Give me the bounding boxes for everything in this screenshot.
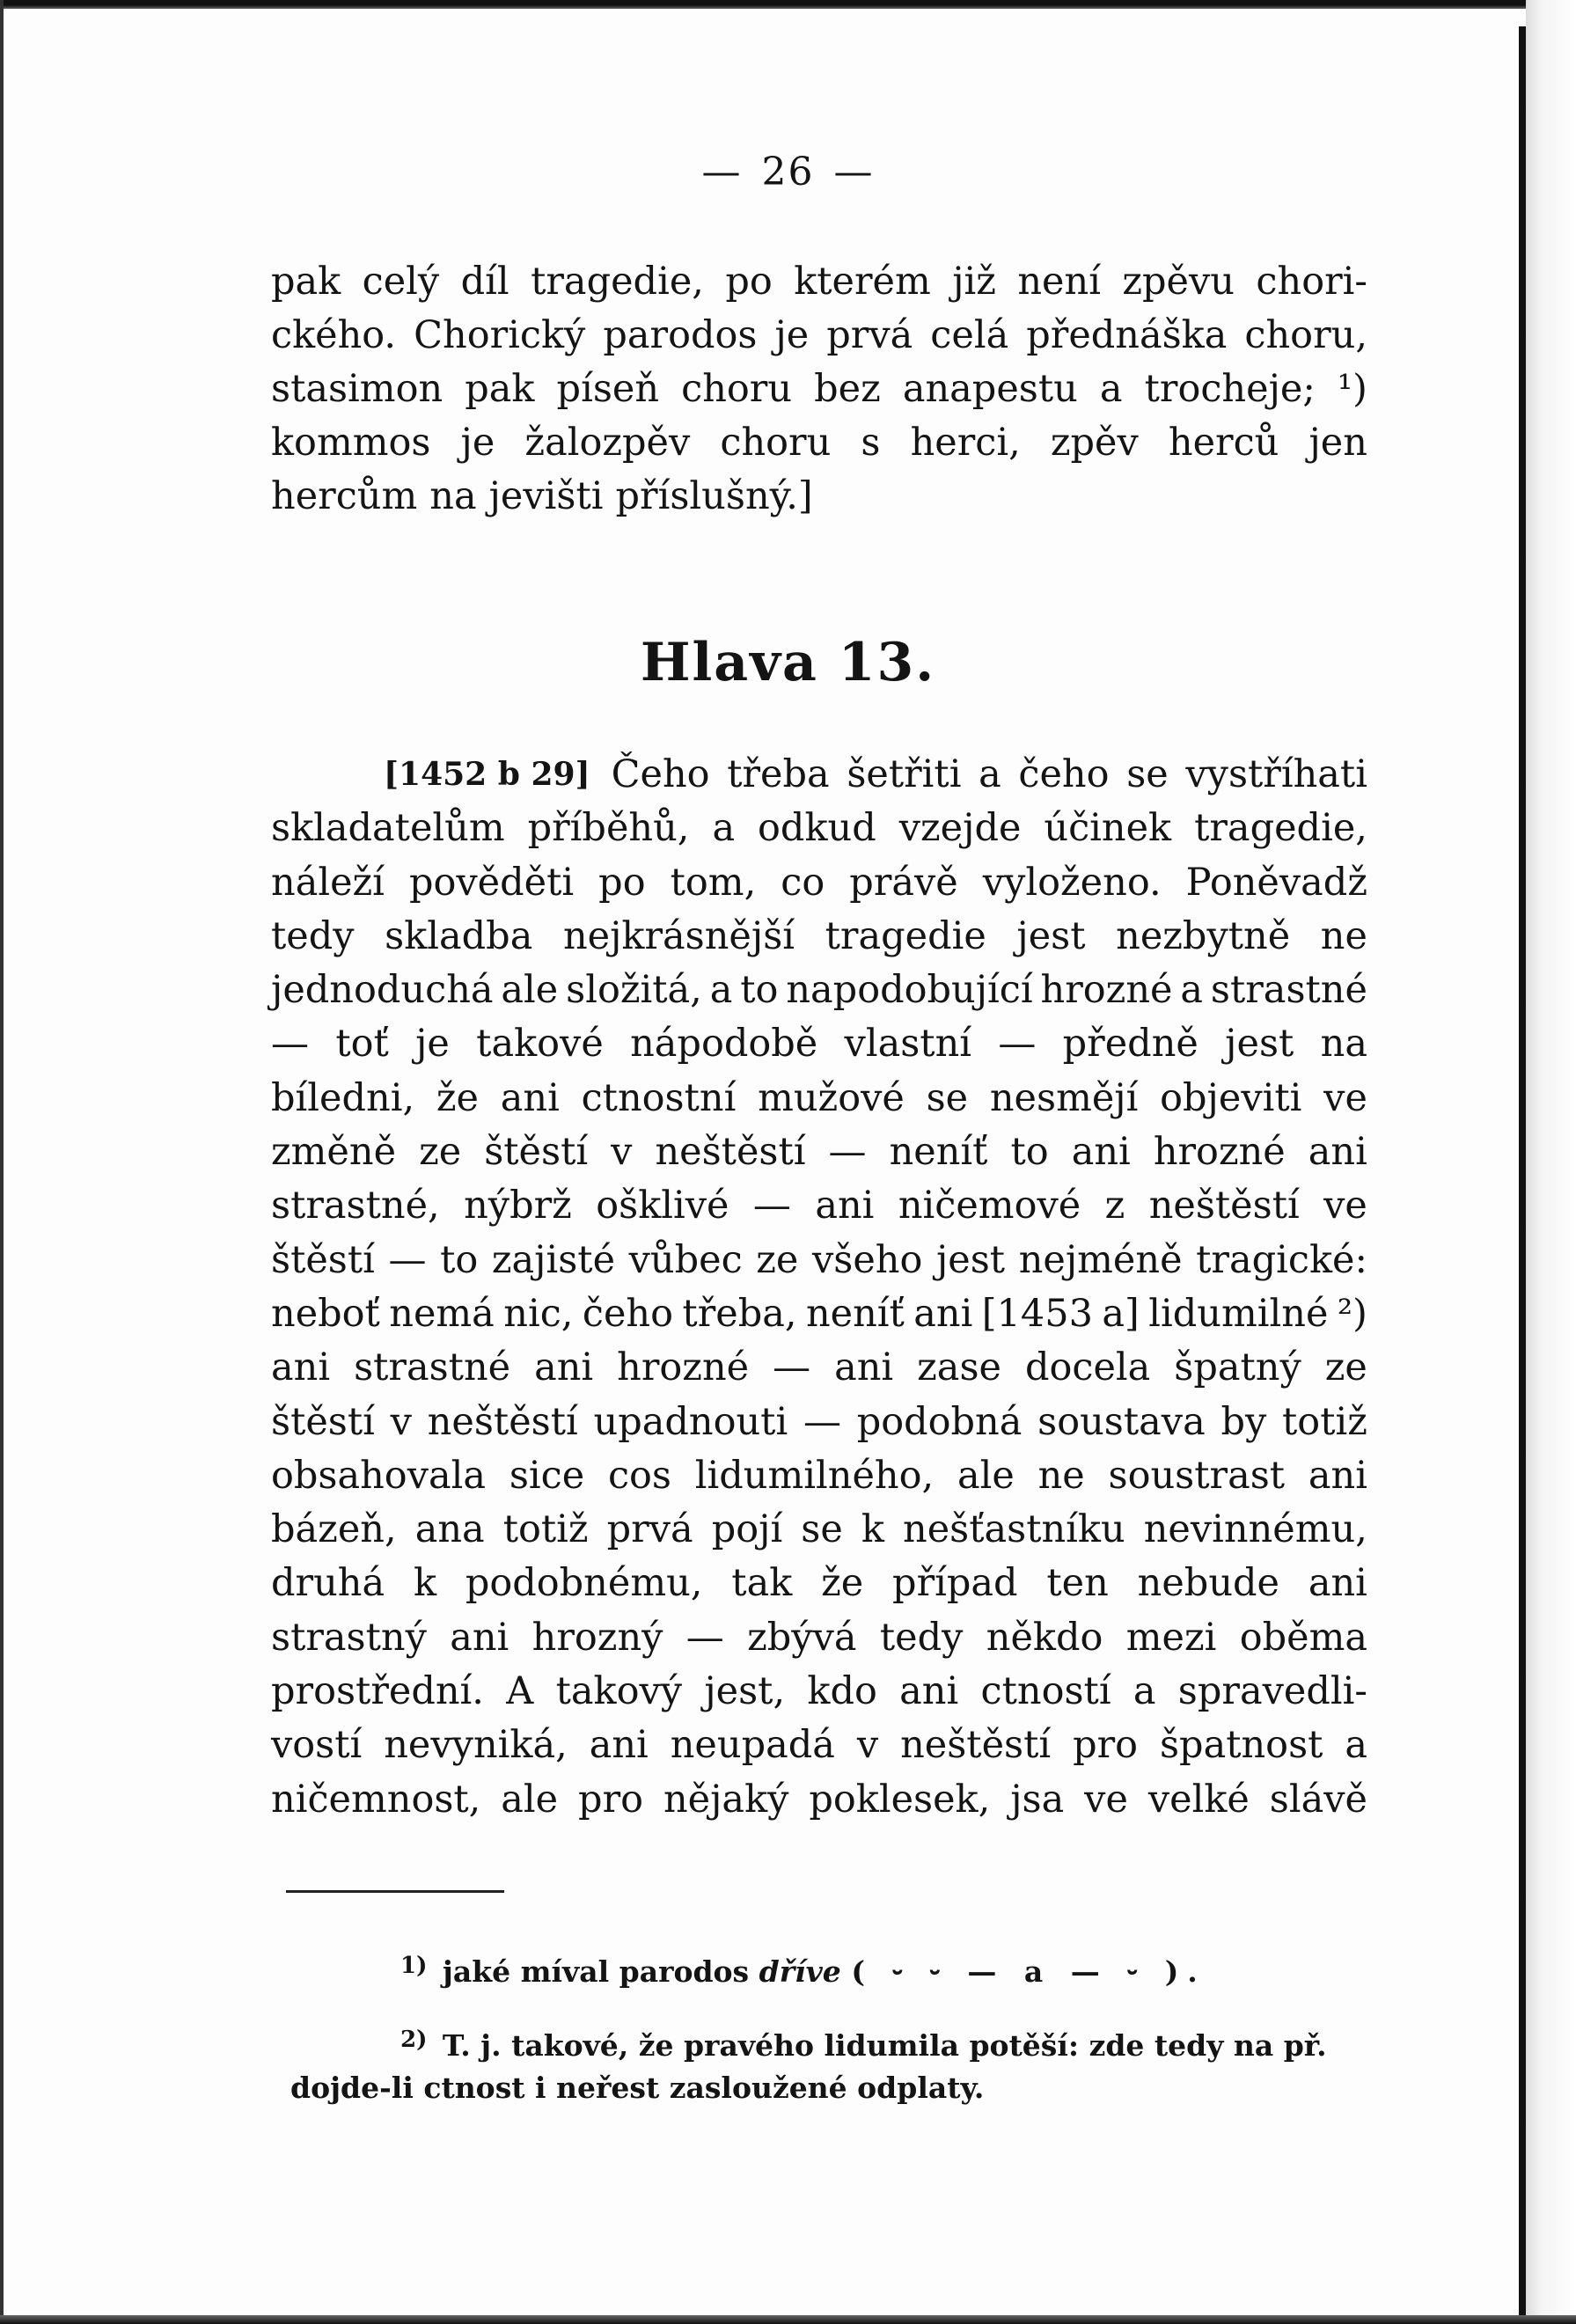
word: kdo xyxy=(807,1669,877,1714)
word: v xyxy=(390,1399,412,1444)
word: by xyxy=(1220,1399,1267,1444)
word: k xyxy=(861,1507,884,1552)
word: ani xyxy=(815,1184,875,1228)
word: třeba, xyxy=(682,1291,797,1336)
word: kterém xyxy=(794,260,931,304)
word: vystříhati xyxy=(1185,752,1367,796)
word: a xyxy=(712,806,736,851)
word: — xyxy=(752,1184,791,1228)
scan-edge-left xyxy=(0,0,4,2324)
word: ve xyxy=(1323,1075,1367,1120)
word: nápodobě xyxy=(630,1022,818,1067)
word: že xyxy=(821,1561,864,1606)
word: hrozné xyxy=(617,1345,750,1390)
text-line xyxy=(271,470,1367,524)
text-line xyxy=(271,856,1367,910)
word: ani xyxy=(913,1291,973,1336)
word: ale xyxy=(957,1453,1015,1498)
word: jest xyxy=(1016,913,1086,958)
word: ničemnost, xyxy=(271,1777,481,1822)
footnote-separator xyxy=(286,1890,504,1893)
word: Poněvadž xyxy=(1185,860,1367,905)
word: ten xyxy=(1046,1561,1109,1606)
word: — xyxy=(803,1399,841,1444)
footnote-text: T. j. takové, že pravého lidumila potěší: zde tedy na př. xyxy=(442,2028,1327,2063)
word: odkud xyxy=(758,806,876,851)
word: po xyxy=(725,260,773,304)
word: pro xyxy=(1073,1723,1139,1768)
word: špatný xyxy=(1174,1345,1301,1390)
word: hrozné xyxy=(1153,1130,1286,1175)
word: herců xyxy=(1168,421,1279,465)
word: docela xyxy=(1024,1345,1151,1390)
word: třeba xyxy=(727,752,830,796)
word: špatnost xyxy=(1159,1723,1323,1768)
page-number-header: — 26 — xyxy=(701,150,875,194)
text-line xyxy=(271,1557,1367,1610)
word: neníť xyxy=(805,1291,905,1336)
word: a xyxy=(1180,968,1204,1013)
word: strastné xyxy=(354,1345,511,1390)
word: takové xyxy=(476,1022,604,1067)
word: ani xyxy=(1308,1130,1367,1175)
word: spravedli- xyxy=(1177,1669,1367,1714)
text-line xyxy=(271,802,1367,855)
word: obsahovala xyxy=(271,1453,487,1498)
text-line xyxy=(271,1072,1367,1125)
text-line xyxy=(271,910,1367,964)
word: nezbytně xyxy=(1116,913,1291,958)
metre-notation: ( ⏑ ⏑ — a — ⏑ ). xyxy=(851,1954,1206,1989)
word: a xyxy=(979,752,1001,796)
word: ani xyxy=(834,1345,894,1390)
footnote-text: jaké míval parodos xyxy=(442,1954,750,1989)
word: v xyxy=(856,1723,879,1768)
word: totiž xyxy=(502,1507,589,1552)
footnote-2 xyxy=(400,2015,1327,2071)
word: štěstí xyxy=(271,1237,375,1282)
word: toť xyxy=(335,1022,389,1067)
word: nesmějí xyxy=(989,1075,1139,1120)
word: kommos xyxy=(271,421,431,465)
word: velké xyxy=(1147,1777,1250,1822)
text-line xyxy=(271,363,1367,416)
word: strastné xyxy=(1210,968,1367,1013)
word: předně xyxy=(1062,1022,1198,1067)
word: [1453 xyxy=(981,1291,1093,1336)
word: změně xyxy=(271,1130,397,1175)
word: píseň xyxy=(556,367,660,411)
text-line xyxy=(271,1396,1367,1449)
word: z xyxy=(1104,1184,1125,1228)
word: neboť xyxy=(271,1291,380,1336)
word: jednoduchá xyxy=(271,968,494,1013)
word: po xyxy=(598,860,646,905)
word: je xyxy=(774,313,810,357)
word: tragické: xyxy=(1196,1237,1367,1282)
text-line xyxy=(271,1773,1367,1827)
word: příběhů, xyxy=(527,806,690,851)
word: vůbec xyxy=(628,1237,743,1282)
word: čeho xyxy=(582,1291,673,1336)
word: nic, xyxy=(503,1291,574,1336)
footnote-italic: dříve xyxy=(759,1954,841,1989)
word: pak xyxy=(465,367,535,411)
footnote-marker: 2) xyxy=(400,2027,428,2053)
word: účinek xyxy=(1044,806,1172,851)
word: — xyxy=(998,1022,1037,1067)
word: ošklivé xyxy=(596,1184,729,1228)
word: ale xyxy=(501,1777,559,1822)
word: chori- xyxy=(1256,260,1367,304)
word: přednáška xyxy=(1026,313,1228,357)
word: neštěstí xyxy=(1148,1184,1300,1228)
word: ani xyxy=(589,1723,649,1768)
scan-edge-right-line xyxy=(1519,26,1526,2324)
word: hrozné xyxy=(1040,968,1173,1013)
footnote-1 xyxy=(400,1941,1206,1997)
word: na xyxy=(429,474,477,518)
word: tedy xyxy=(879,1615,964,1660)
word: strastné, xyxy=(271,1184,440,1228)
word: choru, xyxy=(1244,313,1367,357)
word: Čeho xyxy=(611,752,710,796)
word: nejkrásnější xyxy=(562,913,795,958)
word: tragedie, xyxy=(531,260,704,304)
word: a xyxy=(709,968,733,1013)
word: ¹) xyxy=(1337,367,1367,411)
text-line xyxy=(271,1179,1367,1233)
word: vlastní xyxy=(844,1022,972,1067)
word: celá xyxy=(930,313,1009,357)
word: nebude xyxy=(1137,1561,1279,1606)
word: to xyxy=(440,1237,479,1282)
text-line xyxy=(271,1449,1367,1503)
word: příslušný.] xyxy=(615,474,813,518)
word: se xyxy=(801,1507,843,1552)
word: s xyxy=(861,421,881,465)
word: ale xyxy=(501,968,559,1013)
paragraph-continued xyxy=(271,255,1367,524)
word: zpěvu xyxy=(1122,260,1235,304)
text-line xyxy=(271,309,1367,363)
word: nějaký xyxy=(663,1777,789,1822)
word: vyloženo. xyxy=(982,860,1162,905)
word: zbývá xyxy=(747,1615,857,1660)
word: podobná xyxy=(856,1399,1023,1444)
word: zajisté xyxy=(491,1237,616,1282)
word: stasimon xyxy=(271,367,443,411)
word: tragedie xyxy=(825,913,986,958)
word: ckého. xyxy=(271,313,397,357)
word: ctností xyxy=(980,1669,1111,1714)
word: hrozný xyxy=(531,1615,663,1660)
word: slávě xyxy=(1269,1777,1367,1822)
footnote-marker: 1) xyxy=(400,1953,428,1979)
text-line xyxy=(271,416,1367,470)
word: soustava xyxy=(1037,1399,1206,1444)
word: mezi xyxy=(1125,1615,1217,1660)
word: již xyxy=(952,260,996,304)
scan-edge-right xyxy=(1526,0,1576,2324)
word: ani xyxy=(271,1345,331,1390)
text-line xyxy=(271,1341,1367,1395)
word: ctnostní xyxy=(581,1075,737,1120)
word: čeho xyxy=(1018,752,1110,796)
word: prvá xyxy=(606,1507,693,1552)
word: trocheje; xyxy=(1144,367,1316,411)
text-line xyxy=(271,1611,1367,1665)
word: objeviti xyxy=(1160,1075,1302,1120)
text-line xyxy=(271,1719,1367,1772)
word: choru xyxy=(681,367,793,411)
word: žalozpěv xyxy=(524,421,691,465)
word: všeho xyxy=(811,1237,923,1282)
word: jest xyxy=(1225,1022,1294,1067)
word: zpěv xyxy=(1050,421,1139,465)
word: někdo xyxy=(986,1615,1103,1660)
text-line xyxy=(271,964,1367,1017)
bekker-reference: [1452 b 29] xyxy=(384,756,590,793)
word: co xyxy=(781,860,825,905)
word: ani xyxy=(534,1345,594,1390)
word: neštěstí xyxy=(900,1723,1052,1768)
word: neštěstí xyxy=(655,1130,806,1175)
word: neupadá xyxy=(670,1723,835,1768)
text-line-first xyxy=(271,748,1367,802)
word: ani xyxy=(500,1075,560,1120)
word: strastný xyxy=(271,1615,427,1660)
word: druhá xyxy=(271,1561,385,1606)
word: — xyxy=(828,1130,867,1175)
word: případ xyxy=(892,1561,1018,1606)
page-number: 26 xyxy=(761,150,815,194)
text-line xyxy=(271,1234,1367,1287)
word: na xyxy=(1320,1022,1367,1067)
word: prvá xyxy=(826,313,913,357)
word: ani xyxy=(1071,1130,1131,1175)
word: nešťastníku xyxy=(903,1507,1125,1552)
word: tom, xyxy=(670,860,757,905)
word: ani xyxy=(1308,1453,1367,1498)
word: ve xyxy=(1084,1777,1128,1822)
word: ani xyxy=(899,1669,959,1714)
word: — xyxy=(685,1615,724,1660)
word: vzejde xyxy=(898,806,1022,851)
word: jest xyxy=(935,1237,1006,1282)
word: že xyxy=(436,1075,479,1120)
word: pojí xyxy=(711,1507,783,1552)
word: nejméně xyxy=(1018,1237,1183,1282)
word: jsa xyxy=(1010,1777,1065,1822)
word: ne xyxy=(1320,913,1367,958)
word: nevyniká, xyxy=(384,1723,568,1768)
word: bázeň, xyxy=(271,1507,397,1552)
word: jen xyxy=(1308,421,1367,465)
word: to xyxy=(1010,1130,1049,1175)
word: nevinnému, xyxy=(1143,1507,1367,1552)
text-line xyxy=(271,1125,1367,1179)
word: sice xyxy=(509,1453,585,1498)
word: lidumilné xyxy=(1148,1291,1329,1336)
word: poklesek, xyxy=(809,1777,991,1822)
word: bíledni, xyxy=(271,1075,415,1120)
word: a xyxy=(1099,367,1123,411)
word: to xyxy=(740,968,779,1013)
word: ne xyxy=(1037,1453,1085,1498)
word: cos xyxy=(607,1453,671,1498)
word: podobnému, xyxy=(465,1561,703,1606)
word: štěstí xyxy=(271,1399,375,1444)
word: Chorický xyxy=(414,313,586,357)
word: šetřiti xyxy=(847,752,962,796)
word: vostí xyxy=(271,1723,363,1768)
word: pověděti xyxy=(408,860,575,905)
word: mužové xyxy=(758,1075,905,1120)
word: ze xyxy=(756,1237,799,1282)
word: tedy xyxy=(271,913,355,958)
word: tragedie, xyxy=(1194,806,1367,851)
word: ze xyxy=(1324,1345,1367,1390)
text-line xyxy=(271,255,1367,309)
chapter-paragraph xyxy=(271,748,1367,1827)
word: ana xyxy=(414,1507,485,1552)
word: herci, xyxy=(910,421,1021,465)
word: se xyxy=(926,1075,969,1120)
word: ani xyxy=(1308,1561,1367,1606)
word: je xyxy=(415,1022,450,1067)
word: se xyxy=(1126,752,1169,796)
word: zase xyxy=(917,1345,1001,1390)
chapter-title: Hlava 13. xyxy=(640,632,936,693)
word: skladba xyxy=(385,913,533,958)
word: totiž xyxy=(1282,1399,1367,1444)
word: tak xyxy=(731,1561,793,1606)
word: neníť xyxy=(889,1130,988,1175)
word: jest, xyxy=(704,1669,786,1714)
word: — xyxy=(271,1022,309,1067)
word: prostřední. xyxy=(271,1669,484,1714)
word: a] xyxy=(1102,1291,1140,1336)
scan-edge-top xyxy=(0,0,1576,9)
scan-edge-bottom xyxy=(0,2315,1576,2324)
word: jevišti xyxy=(488,474,604,518)
word: díl xyxy=(460,260,509,304)
word: není xyxy=(1017,260,1101,304)
word: skladatelům xyxy=(271,806,505,851)
word: štěstí xyxy=(484,1130,589,1175)
text-line xyxy=(271,1017,1367,1071)
word: ve xyxy=(1323,1184,1367,1228)
word: nemá xyxy=(389,1291,495,1336)
word: celý xyxy=(362,260,440,304)
word: nýbrž xyxy=(464,1184,572,1228)
word: je xyxy=(460,421,495,465)
first-line-text xyxy=(612,748,1367,802)
word: bez xyxy=(814,367,881,411)
word: takový xyxy=(555,1669,683,1714)
word: upadnouti xyxy=(593,1399,788,1444)
word: parodos xyxy=(603,313,758,357)
word: pak xyxy=(271,260,341,304)
word: a xyxy=(1345,1723,1367,1768)
word: ze xyxy=(419,1130,462,1175)
text-line xyxy=(271,1503,1367,1557)
word: pro xyxy=(578,1777,644,1822)
word: ²) xyxy=(1337,1291,1367,1336)
word: A xyxy=(506,1669,534,1714)
word: oběma xyxy=(1239,1615,1367,1660)
word: náleží xyxy=(271,860,385,905)
word: anapestu xyxy=(902,367,1078,411)
text-line xyxy=(271,1287,1367,1341)
word: — xyxy=(388,1237,427,1282)
word: ničemové xyxy=(898,1184,1081,1228)
text-line xyxy=(271,1665,1367,1719)
word: a xyxy=(1133,1669,1156,1714)
word: k xyxy=(413,1561,436,1606)
word: choru xyxy=(720,421,832,465)
word: ani xyxy=(450,1615,509,1660)
word: soustrast xyxy=(1108,1453,1286,1498)
footnote-2-continued: dojde-li ctnost i neřest zasloužené odplaty. xyxy=(290,2071,985,2105)
word: lidumilného, xyxy=(694,1453,935,1498)
word: hercům xyxy=(271,474,418,518)
word: napodobující xyxy=(786,968,1033,1013)
word: v xyxy=(611,1130,633,1175)
word: právě xyxy=(849,860,958,905)
word: neštěstí xyxy=(427,1399,578,1444)
word: složitá, xyxy=(566,968,702,1013)
word: — xyxy=(773,1345,811,1390)
